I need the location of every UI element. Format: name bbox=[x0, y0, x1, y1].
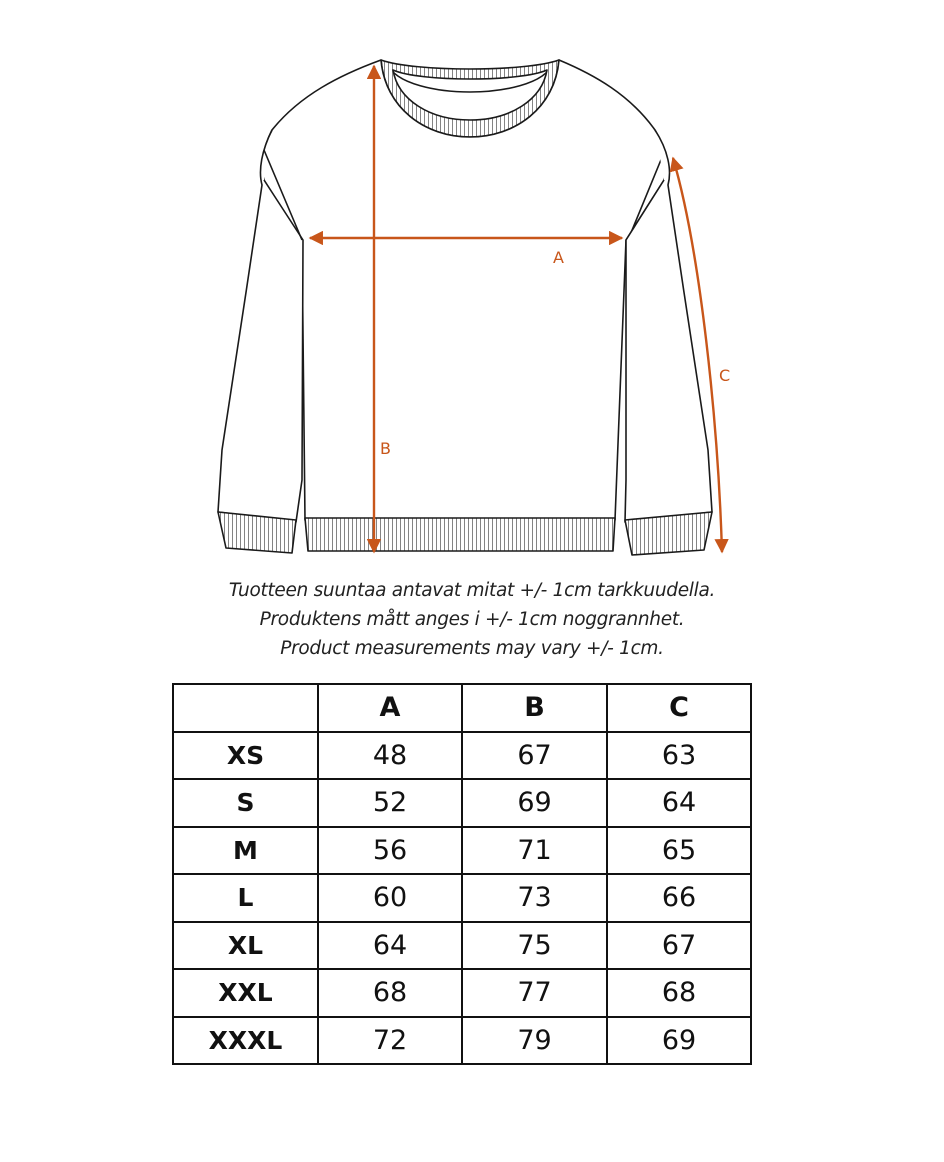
measurement-notes bbox=[0, 576, 944, 663]
sweatshirt-diagram bbox=[0, 0, 944, 580]
table-row bbox=[173, 874, 751, 922]
table-row bbox=[173, 969, 751, 1017]
header-a: A bbox=[318, 684, 462, 732]
note-finnish: Tuotteen suuntaa antavat mitat +/- 1cm tarkkuudella. bbox=[228, 580, 716, 601]
note-swedish: Produktens mått anges i +/- 1cm noggrannhet. bbox=[259, 609, 685, 630]
hem-rib bbox=[305, 518, 615, 551]
value-a: 60 bbox=[318, 874, 462, 922]
value-b: 75 bbox=[462, 922, 607, 970]
size-label: M bbox=[173, 827, 318, 875]
value-a: 56 bbox=[318, 827, 462, 875]
value-b: 67 bbox=[462, 732, 607, 780]
size-label: L bbox=[173, 874, 318, 922]
size-label: S bbox=[173, 779, 318, 827]
size-table bbox=[172, 683, 752, 1065]
table-row bbox=[173, 922, 751, 970]
note-english: Product measurements may vary +/- 1cm. bbox=[280, 638, 664, 659]
value-c: 66 bbox=[607, 874, 751, 922]
header-b: B bbox=[462, 684, 607, 732]
label-c: C bbox=[719, 366, 731, 385]
value-a: 52 bbox=[318, 779, 462, 827]
value-b: 69 bbox=[462, 779, 607, 827]
value-a: 72 bbox=[318, 1017, 462, 1065]
table-row bbox=[173, 1017, 751, 1065]
value-b: 79 bbox=[462, 1017, 607, 1065]
size-label: XL bbox=[173, 922, 318, 970]
value-b: 71 bbox=[462, 827, 607, 875]
size-label: XS bbox=[173, 732, 318, 780]
sweatshirt-outline bbox=[218, 60, 712, 555]
header-blank bbox=[173, 684, 318, 732]
value-b: 77 bbox=[462, 969, 607, 1017]
left-cuff bbox=[218, 512, 296, 553]
value-c: 64 bbox=[607, 779, 751, 827]
value-c: 69 bbox=[607, 1017, 751, 1065]
table-row bbox=[173, 779, 751, 827]
table-row bbox=[173, 827, 751, 875]
value-a: 68 bbox=[318, 969, 462, 1017]
label-b: B bbox=[380, 439, 391, 458]
value-a: 64 bbox=[318, 922, 462, 970]
value-c: 68 bbox=[607, 969, 751, 1017]
value-b: 73 bbox=[462, 874, 607, 922]
value-c: 63 bbox=[607, 732, 751, 780]
table-header-row bbox=[173, 684, 751, 732]
label-a: A bbox=[553, 248, 564, 267]
value-c: 67 bbox=[607, 922, 751, 970]
table-row bbox=[173, 732, 751, 780]
right-cuff bbox=[625, 512, 712, 555]
header-c: C bbox=[607, 684, 751, 732]
size-label: XXXL bbox=[173, 1017, 318, 1065]
value-a: 48 bbox=[318, 732, 462, 780]
size-label: XXL bbox=[173, 969, 318, 1017]
value-c: 65 bbox=[607, 827, 751, 875]
